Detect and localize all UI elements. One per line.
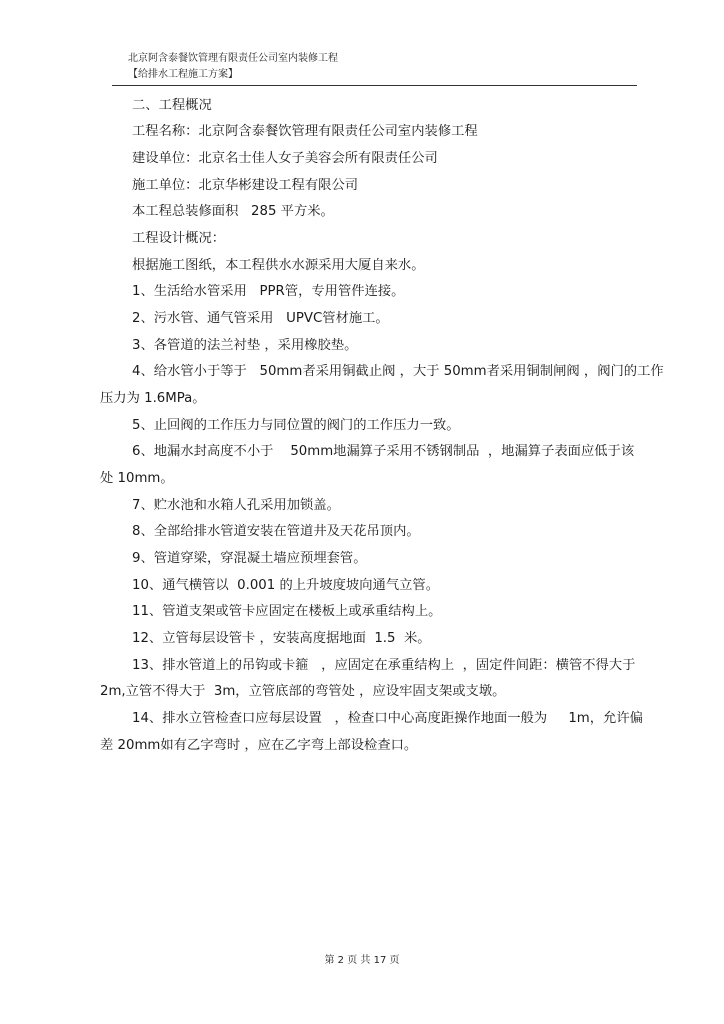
body-line: 工程设计概况： — [132, 231, 226, 246]
body-line: 施工单位：北京华彬建设工程有限公司 — [132, 178, 359, 193]
body-line: 10、通气横管以 0.001 的上升坡度坡向通气立管。 — [132, 578, 440, 593]
body-line: 工程名称：北京阿含泰餐饮管理有限责任公司室内装修工程 — [132, 124, 478, 139]
header-divider — [112, 85, 637, 86]
body-line: 4、给水管小于等于 50mm者采用铜截止阀 ，大于 50mm者采用铜制闸阀 ，阀门的工作 — [132, 364, 664, 379]
body-line: 7、贮水池和水箱人孔采用加锁盖。 — [132, 498, 340, 513]
body-line: 2m,立管不得大于 3m，立管底部的弯管处 ，应设牢固支架或支墩。 — [100, 684, 506, 699]
body-line: 12、立管每层设管卡 ，安装高度据地面 1.5 米。 — [132, 631, 431, 646]
body-line: 1、生活给水管采用 PPR管，专用管件连接。 — [132, 284, 405, 299]
body-line: 2、污水管、通气管采用 UPVC管材施工。 — [132, 311, 389, 326]
body-line: 6、地漏水封高度不小于 50mm地漏算子采用不锈钢制品 ，地漏算子表面应低于该 — [132, 444, 635, 459]
body-line: 5、止回阀的工作压力与同位置的阀门的工作压力一致。 — [132, 418, 460, 433]
body-line: 根据施工图纸，本工程供水水源采用大厦自来水。 — [132, 258, 425, 273]
body-line: 差 20mm如有乙字弯时 ，应在乙字弯上部设检查口。 — [100, 738, 418, 753]
page-number: 第 2 页 共 17 页 — [324, 955, 400, 966]
body-line: 9、管道穿梁，穿混凝土墙应预埋套管。 — [132, 551, 367, 566]
header-line-2: 【给排水工程施工方案】 — [128, 69, 238, 80]
body-line: 14、排水立管检查口应每层设置 ，检查口中心高度距操作地面一般为 1m，允许偏 — [132, 711, 643, 726]
body-line: 处 10mm。 — [100, 471, 174, 486]
body-line: 8、全部给排水管道安装在管道井及天花吊顶内。 — [132, 524, 420, 539]
header-project-title — [128, 51, 338, 83]
body-line: 压力为 1.6MPa。 — [100, 391, 206, 406]
body-line: 3、各管道的法兰衬垫 ，采用橡胶垫。 — [132, 338, 358, 353]
body-line: 建设单位：北京名士佳人女子美容会所有限责任公司 — [132, 151, 438, 166]
body-line: 11、管道支架或管卡应固定在楼板上或承重结构上。 — [132, 604, 442, 619]
body-line: 13、排水管道上的吊钩或卡箍 ，应固定在承重结构上 ，固定件间距：横管不得大于 — [132, 658, 636, 673]
header-line-1: 北京阿含泰餐饮管理有限责任公司室内装修工程 — [128, 53, 338, 64]
body-line: 本工程总装修面积 285 平方米。 — [132, 204, 334, 219]
body-line: 二、工程概况 — [132, 98, 212, 113]
